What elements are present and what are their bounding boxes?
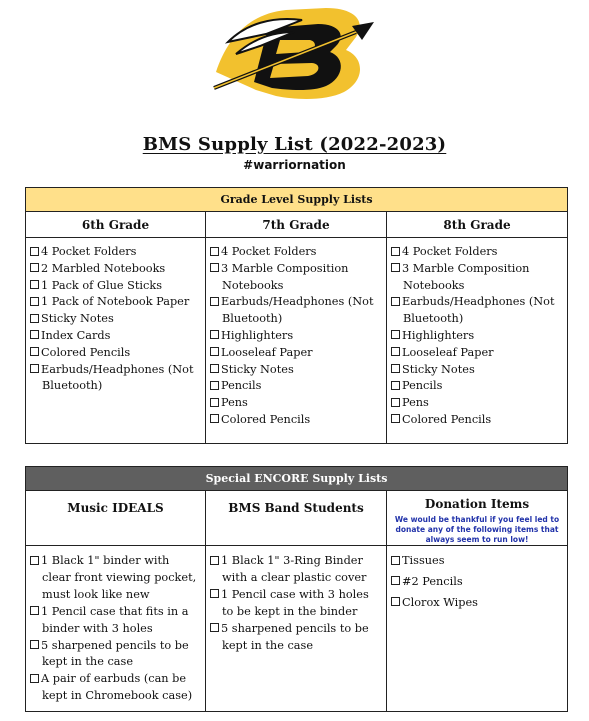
supply-item-label: 4 Pocket Folders (221, 245, 317, 258)
checkbox-icon[interactable] (210, 414, 219, 423)
supply-item (30, 671, 199, 705)
checkbox-icon[interactable] (210, 247, 219, 256)
grade-level-table (25, 187, 568, 444)
checkbox-icon[interactable] (391, 330, 400, 339)
supply-item (391, 574, 561, 591)
checkbox-icon[interactable] (391, 597, 400, 606)
column-heading-8th-grade: 8th Grade (387, 212, 568, 238)
checkbox-icon[interactable] (210, 364, 219, 373)
supply-item-label: A pair of earbuds (can be kept in Chromebook case) (41, 672, 193, 703)
checkbox-icon[interactable] (391, 381, 400, 390)
supply-item-label: 1 Pencil case with 3 holes to be kept in the binder (221, 587, 369, 618)
supply-item-label: 5 sharpened pencils to be kept in the case (221, 621, 369, 652)
supply-item-label: 2 Marbled Notebooks (41, 261, 166, 275)
supply-item (210, 244, 380, 261)
checkbox-icon[interactable] (210, 589, 219, 598)
supply-item (30, 311, 199, 328)
checkbox-icon[interactable] (30, 314, 39, 323)
supply-item-label: Earbuds/Headphones (Not Bluetooth) (221, 295, 374, 326)
checkbox-icon[interactable] (391, 297, 400, 306)
supply-item-label: 1 Black 1" 3-Ring Binder with a clear plastic cover (221, 554, 367, 584)
checkbox-icon[interactable] (391, 556, 400, 565)
supply-item-label: Pens (402, 396, 429, 410)
supply-item (391, 395, 561, 412)
supply-list-7th-grade (206, 238, 387, 444)
supply-list-music (26, 546, 206, 712)
supply-item (30, 244, 199, 261)
supply-item-label: Colored Pencils (41, 345, 131, 359)
supply-item (210, 362, 380, 379)
checkbox-icon[interactable] (391, 414, 400, 423)
supply-item (391, 362, 561, 379)
checkbox-icon[interactable] (30, 247, 39, 256)
supply-item (210, 261, 380, 295)
supply-item-label: Index Cards (41, 328, 111, 342)
checkbox-icon[interactable] (210, 297, 219, 306)
checkbox-icon[interactable] (210, 623, 219, 632)
supply-item (391, 412, 561, 429)
supply-item (391, 294, 561, 328)
column-heading-band (206, 491, 387, 546)
supply-item-label: Earbuds/Headphones (Not Bluetooth) (402, 295, 555, 326)
checkbox-icon[interactable] (30, 297, 39, 306)
supply-item-label: Sticky Notes (402, 362, 475, 376)
supply-item (210, 345, 380, 362)
supply-item-label: Tissues (402, 554, 445, 567)
supply-item-label: Sticky Notes (41, 312, 114, 326)
column-heading-7th-grade: 7th Grade (206, 212, 387, 238)
supply-item-label: #2 Pencils (402, 574, 463, 588)
checkbox-icon[interactable] (391, 398, 400, 407)
supply-item-label: Looseleaf Paper (402, 345, 494, 359)
supply-item-label: Colored Pencils (221, 412, 311, 426)
checkbox-icon[interactable] (391, 263, 400, 272)
supply-item (210, 294, 380, 328)
column-heading-music (26, 491, 206, 546)
checkbox-icon[interactable] (30, 280, 39, 289)
checkbox-icon[interactable] (210, 556, 219, 565)
supply-item (391, 261, 561, 295)
supply-item-label: 4 Pocket Folders (41, 245, 137, 258)
supply-item-label: 4 Pocket Folders (402, 245, 498, 258)
supply-item (30, 278, 199, 295)
supply-item-label: Highlighters (402, 328, 475, 342)
checkbox-icon[interactable] (30, 640, 39, 649)
supply-item (30, 553, 199, 604)
checkbox-icon[interactable] (210, 263, 219, 272)
supply-item-label: 3 Marble Composition Notebooks (221, 261, 349, 292)
checkbox-icon[interactable] (391, 347, 400, 356)
supply-item (30, 362, 199, 396)
checkbox-icon[interactable] (391, 576, 400, 585)
checkbox-icon[interactable] (391, 247, 400, 256)
supply-item-label: Colored Pencils (402, 412, 492, 426)
supply-item (210, 328, 380, 345)
page-title: BMS Supply List (2022-2023) (142, 134, 447, 155)
checkbox-icon[interactable] (30, 263, 39, 272)
checkbox-icon[interactable] (210, 398, 219, 407)
checkbox-icon[interactable] (391, 364, 400, 373)
supply-item (30, 638, 199, 672)
checkbox-icon[interactable] (30, 606, 39, 615)
supply-item (210, 395, 380, 412)
encore-table (25, 466, 568, 712)
donation-heading-text: Donation Items (424, 497, 530, 511)
supply-item (391, 595, 561, 612)
warrior-logo (206, 2, 378, 102)
column-heading-6th-grade: 6th Grade (26, 212, 206, 238)
supply-item (391, 378, 561, 395)
supply-item-label: Earbuds/Headphones (Not Bluetooth) (41, 362, 194, 393)
supply-item (30, 261, 199, 278)
checkbox-icon[interactable] (210, 330, 219, 339)
supply-item (391, 244, 561, 261)
band-heading-text: BMS Band Students (228, 501, 364, 515)
supply-item-label: 1 Pack of Glue Sticks (41, 278, 162, 292)
grade-level-banner: Grade Level Supply Lists (26, 188, 568, 212)
supply-item-label: 1 Pack of Notebook Paper (41, 295, 190, 309)
supply-item (210, 621, 380, 655)
supply-item (210, 412, 380, 429)
checkbox-icon[interactable] (30, 330, 39, 339)
supply-item-label: Pens (221, 396, 248, 410)
supply-item (30, 294, 199, 311)
supply-item-label: 1 Pencil case that fits in a binder with 3 holes (41, 604, 189, 635)
hashtag: #warriornation (243, 158, 346, 172)
supply-list-band (206, 546, 387, 712)
music-heading-text: Music IDEALS (67, 501, 164, 515)
checkbox-icon[interactable] (30, 556, 39, 565)
checkbox-icon[interactable] (30, 364, 39, 373)
supply-item-label: Clorox Wipes (402, 595, 478, 609)
supply-list-donation (387, 546, 568, 712)
column-heading-donation (387, 491, 568, 546)
supply-item-label: Pencils (221, 379, 262, 393)
supply-item-label: Looseleaf Paper (221, 345, 313, 359)
supply-item (391, 345, 561, 362)
supply-item (30, 604, 199, 638)
encore-banner: Special ENCORE Supply Lists (26, 467, 568, 491)
supply-item (210, 587, 380, 621)
checkbox-icon[interactable] (210, 347, 219, 356)
supply-item-label: Highlighters (221, 328, 294, 342)
supply-item (391, 553, 561, 570)
supply-item-label: 3 Marble Composition Notebooks (402, 261, 530, 292)
supply-item-label: Sticky Notes (221, 362, 294, 376)
supply-item-label: Pencils (402, 379, 443, 393)
checkbox-icon[interactable] (30, 347, 39, 356)
supply-item (210, 553, 380, 587)
supply-item (30, 328, 199, 345)
supply-item (210, 378, 380, 395)
supply-list-8th-grade (387, 238, 568, 444)
checkbox-icon[interactable] (210, 381, 219, 390)
supply-item (391, 328, 561, 345)
supply-list-6th-grade (26, 238, 206, 444)
checkbox-icon[interactable] (30, 674, 39, 683)
supply-item-label: 5 sharpened pencils to be kept in the case (41, 638, 189, 669)
donation-note: We would be thankful if you feel led to donate any of the following items that always seem to run low! (394, 515, 560, 544)
supply-item (30, 345, 199, 362)
supply-item-label: 1 Black 1" binder with clear front viewing pocket, must look like new (41, 554, 197, 601)
